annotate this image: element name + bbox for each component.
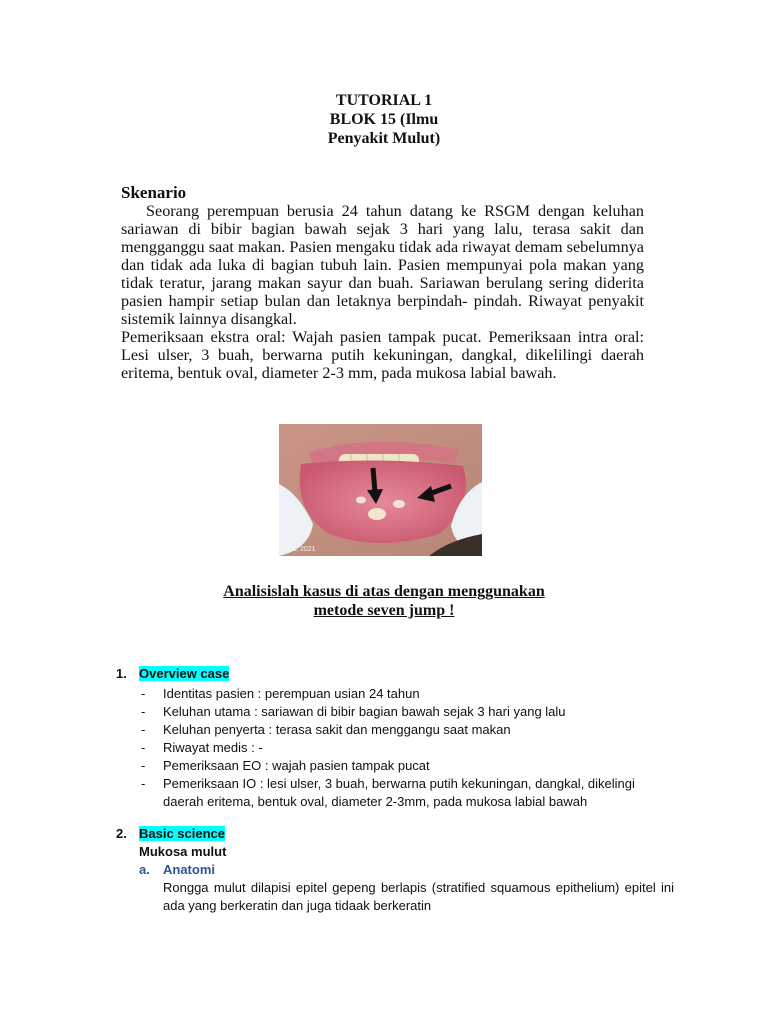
section-2-number: 2. bbox=[116, 826, 127, 841]
title-line-1: TUTORIAL 1 bbox=[335, 92, 433, 109]
section-overview bbox=[116, 666, 676, 811]
subsection-a-title: Anatomi bbox=[163, 862, 215, 877]
subsection-a-heading bbox=[139, 862, 215, 877]
mouth-lesion-illustration bbox=[279, 424, 482, 556]
title-line-2: BLOK 15 (Ilmu bbox=[329, 111, 439, 128]
document-title bbox=[0, 91, 768, 148]
scenario-paragraph-2: Pemeriksaan ekstra oral: Wajah pasien tampak pucat. Pemeriksaan intra oral: Lesi ulser, 3 buah, berwarna putih kekuningan, dangkal, dikelilingi daerah eritema, bentuk oval, diameter 2-3 mm, pada mukosa labial bawah. bbox=[121, 328, 644, 382]
scenario-text bbox=[121, 202, 644, 382]
anatomy-paragraph: Rongga mulut dilapisi epitel gepeng berlapis (stratified squamous epithelium) epitel ini ada yang berkeratin dan juga tidaak berkeratin bbox=[163, 880, 674, 913]
task-instruction bbox=[0, 582, 768, 620]
clinical-photo bbox=[279, 424, 482, 556]
task-line-2: metode seven jump ! bbox=[313, 602, 455, 619]
photo-credit: Irna, 2021 bbox=[284, 546, 316, 553]
section-basic-science bbox=[116, 826, 225, 841]
title-line-3: Penyakit Mulut) bbox=[327, 130, 441, 147]
scenario-paragraph-1: Seorang perempuan berusia 24 tahun datang ke RSGM dengan keluhan sariawan di bibir bagian bawah sejak 3 hari yang lalu, terasa sakit dan mengganggu saat makan. Pasien mengaku tidak ada riwayat demam sebelumnya dan tidak ada luka di bagian tubuh lain. Pasien mempunyai pola makan yang tidak teratur, jarang makan sayur dan buah. Sariawan berulang sering diderita pasien hampir setiap bulan dan letaknya berpindah- pindah. Riwayat penyakit sistemik lainnya disangkal. bbox=[121, 202, 644, 328]
list-item: - Riwayat medis : - bbox=[141, 740, 263, 755]
list-item: - Identitas pasien : perempuan usian 24 tahun bbox=[141, 686, 420, 701]
section-2-heading bbox=[116, 826, 225, 841]
scenario-heading: Skenario bbox=[121, 183, 187, 202]
section-1-heading bbox=[116, 666, 676, 681]
list-item: - Pemeriksaan IO : lesi ulser, 3 buah, berwarna putih kekuningan, dangkal, dikelingi daerah eritema, bentuk oval, diameter 2-3mm, pada mukosa labial bawah bbox=[141, 776, 635, 809]
section-1-number: 1. bbox=[116, 666, 127, 681]
list-item: - Pemeriksaan EO : wajah pasien tampak pucat bbox=[141, 758, 430, 773]
task-line-1: Analisislah kasus di atas dengan menggunakan bbox=[223, 583, 545, 600]
subsection-a-letter: a. bbox=[139, 862, 150, 877]
list-item: - Keluhan penyerta : terasa sakit dan menggangu saat makan bbox=[141, 722, 511, 737]
section-1-title: Overview case bbox=[139, 666, 230, 681]
overview-list bbox=[116, 685, 676, 811]
list-item: - Keluhan utama : sariawan di bibir bagian bawah sejak 3 hari yang lalu bbox=[141, 704, 566, 719]
section-2-title: Basic science bbox=[139, 826, 226, 841]
subsection-title: Mukosa mulut bbox=[139, 844, 227, 859]
